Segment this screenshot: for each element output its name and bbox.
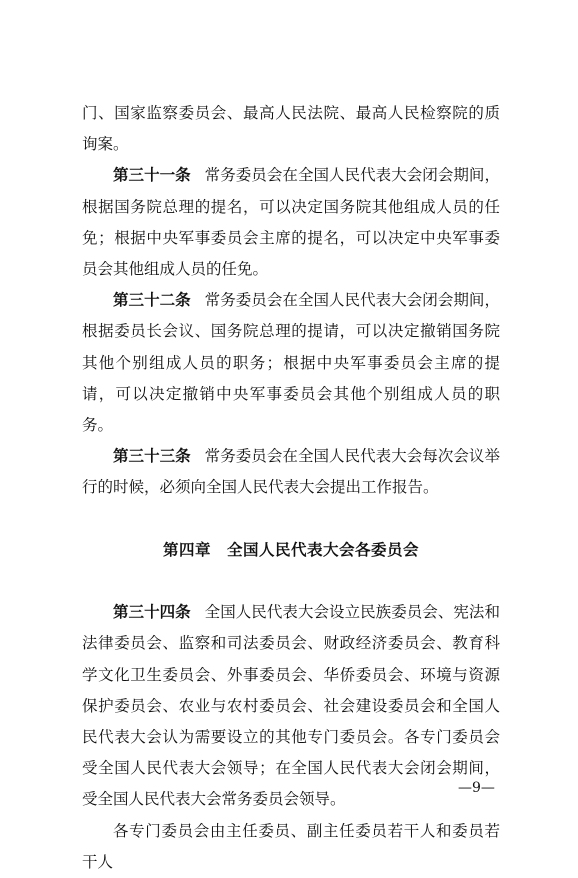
article-label: 第三十四条 [113, 603, 191, 622]
chapter-title: 全国人民代表大会各委员会 [227, 540, 420, 559]
article-label: 第三十一条 [113, 166, 191, 185]
article-31 [82, 160, 500, 285]
trailing-paragraph: 各专门委员会由主任委员、副主任委员若干人和委员若干人 [82, 821, 500, 871]
continuation-paragraph: 门、国家监察委员会、最高人民法院、最高人民检察院的质询案。 [82, 104, 500, 154]
article-33 [82, 441, 500, 503]
chapter-heading [82, 535, 500, 566]
article-32 [82, 285, 500, 441]
article-34 [82, 597, 500, 815]
article-text: 全国人民代表大会设立民族委员会、宪法和法律委员会、监察和司法委员会、财政经济委员会、教育科学文化卫生委员会、外事委员会、华侨委员会、环境与资源保护委员会、农业与农村委员会、社会建设委员会和全国人民代表大会认为需要设立的其他专门委员会。各专门委员会受全国人民代表大会领导；在全国人民代表大会闭会期间，受全国人民代表大会常务委员会领导。 [82, 603, 500, 809]
chapter-number: 第四章 [162, 540, 211, 559]
article-text: 常务委员会在全国人民代表大会闭会期间，根据国务院总理的提名，可以决定国务院其他组成人员的任免；根据中央军事委员会主席的提名，可以决定中央军事委员会其他组成人员的任免。 [82, 166, 500, 279]
article-label: 第三十二条 [113, 291, 191, 310]
page-number: —9— [458, 780, 495, 796]
article-text: 常务委员会在全国人民代表大会闭会期间，根据委员长会议、国务院总理的提请，可以决定撤销国务院其他个别组成人员的职务；根据中央军事委员会主席的提请，可以决定撤销中央军事委员会其他个别组成人员的职务。 [82, 291, 500, 435]
article-label: 第三十三条 [113, 447, 191, 466]
body-text [82, 98, 500, 878]
article-text: 常务委员会在全国人民代表大会每次会议举行的时候，必须向全国人民代表大会提出工作报告。 [82, 447, 500, 497]
